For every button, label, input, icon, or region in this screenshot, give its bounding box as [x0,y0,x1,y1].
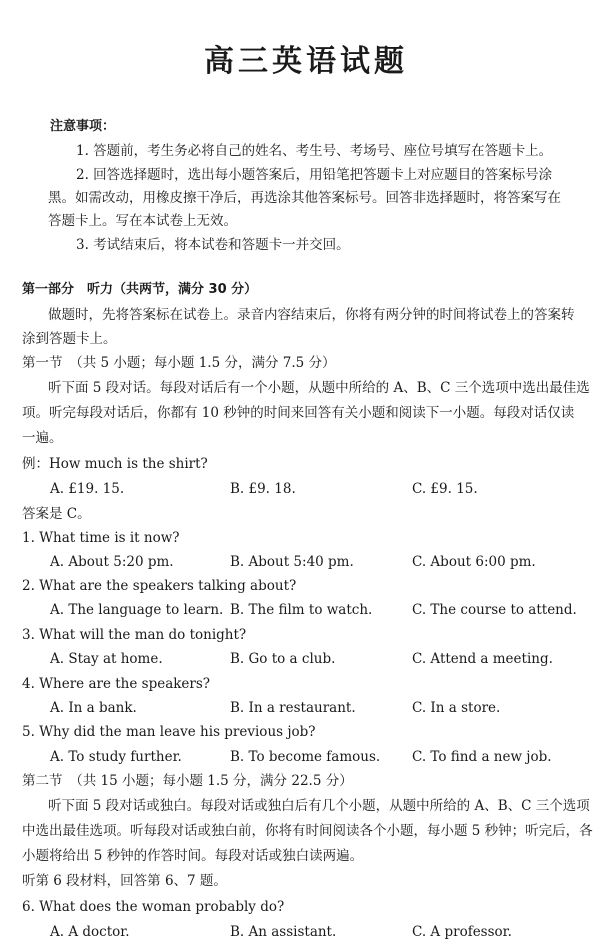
part1-intro-line: 涂到答题卡上。 [22,331,117,347]
question-2: 2. What are the speakers talking about? [22,578,297,594]
notice-line: 1. 答题前，考生务必将自己的姓名、考生号、考场号、座位号填写在答题卡上。 [76,143,553,159]
notice-line: 2. 回答选择题时，选出每小题答案后，用铅笔把答题卡上对应题目的答案标号涂 [76,167,553,183]
question-6-option-c: C. A professor. [412,924,512,940]
section2-heading: 第二节 （共 15 小题；每小题 1.5 分，满分 22.5 分） [22,773,353,789]
section1-instruction-line: 项。听完每段对话后，你都有 10 秒钟的时间来回答有关小题和阅读下一小题。每段对话仅读 [22,405,575,421]
part1-heading: 第一部分 听力（共两节，满分 30 分） [22,282,258,297]
section2-instruction-line: 中选出最佳选项。听每段对话或独白前，你将有时间阅读各个小题，每小题 5 秒钟；听完后，各 [22,823,593,839]
notice-line: 答题卡上。写在本试卷上无效。 [48,213,237,229]
question-3-option-a: A. Stay at home. [50,651,163,667]
question-1-option-a: A. About 5:20 pm. [50,554,174,570]
notice-line: 3. 考试结束后，将本试卷和答题卡一并交回。 [76,237,350,253]
question-5-option-a: A. To study further. [50,749,182,765]
section1-instruction-line: 听下面 5 段对话。每段对话后有一个小题，从题中所给的 A、B、C 三个选项中选出最佳选 [48,380,590,396]
page-title: 高三英语试题 [204,44,408,79]
section2-instruction-line: 小题将给出 5 秒钟的作答时间。每段对话或独白读两遍。 [22,848,364,864]
question-4-option-a: A. In a bank. [50,700,137,716]
question-3-option-b: B. Go to a club. [230,651,336,667]
question-5-option-b: B. To become famous. [230,749,381,765]
question-1-option-b: B. About 5:40 pm. [230,554,354,570]
example-question: 例：How much is the shirt? [22,456,208,472]
example-option-c: C. £9. 15. [412,481,478,497]
question-1-option-c: C. About 6:00 pm. [412,554,536,570]
question-4-option-b: B. In a restaurant. [230,700,356,716]
question-2-option-c: C. The course to attend. [412,602,577,618]
question-3-option-c: C. Attend a meeting. [412,651,553,667]
question-6-option-b: B. An assistant. [230,924,337,940]
question-3: 3. What will the man do tonight? [22,627,247,643]
section1-heading: 第一节 （共 5 小题；每小题 1.5 分，满分 7.5 分） [22,355,336,371]
notice-line: 黑。如需改动，用橡皮擦干净后，再选涂其他答案标号。回答非选择题时，将答案写在 [48,190,561,206]
question-4: 4. Where are the speakers? [22,676,211,692]
question-2-option-b: B. The film to watch. [230,602,373,618]
question-6: 6. What does the woman probably do? [22,899,285,915]
question-1: 1. What time is it now? [22,530,180,546]
material-heading: 听第 6 段材料，回答第 6、7 题。 [22,873,227,889]
section2-instruction-line: 听下面 5 段对话或独白。每段对话或独白后有几个小题，从题中所给的 A、B、C 三个选项 [48,798,590,814]
notice-heading: 注意事项： [50,119,116,134]
example-answer: 答案是 C。 [22,506,91,522]
example-option-b: B. £9. 18. [230,481,296,497]
question-2-option-a: A. The language to learn. [50,602,224,618]
section1-instruction-line: 一遍。 [22,430,63,446]
question-5-option-c: C. To find a new job. [412,749,552,765]
question-4-option-c: C. In a store. [412,700,501,716]
question-6-option-a: A. A doctor. [50,924,130,940]
part1-intro-line: 做题时，先将答案标在试卷上。录音内容结束后，你将有两分钟的时间将试卷上的答案转 [48,307,575,323]
question-5: 5. Why did the man leave his previous job? [22,724,316,740]
example-option-a: A. £19. 15. [50,481,125,497]
